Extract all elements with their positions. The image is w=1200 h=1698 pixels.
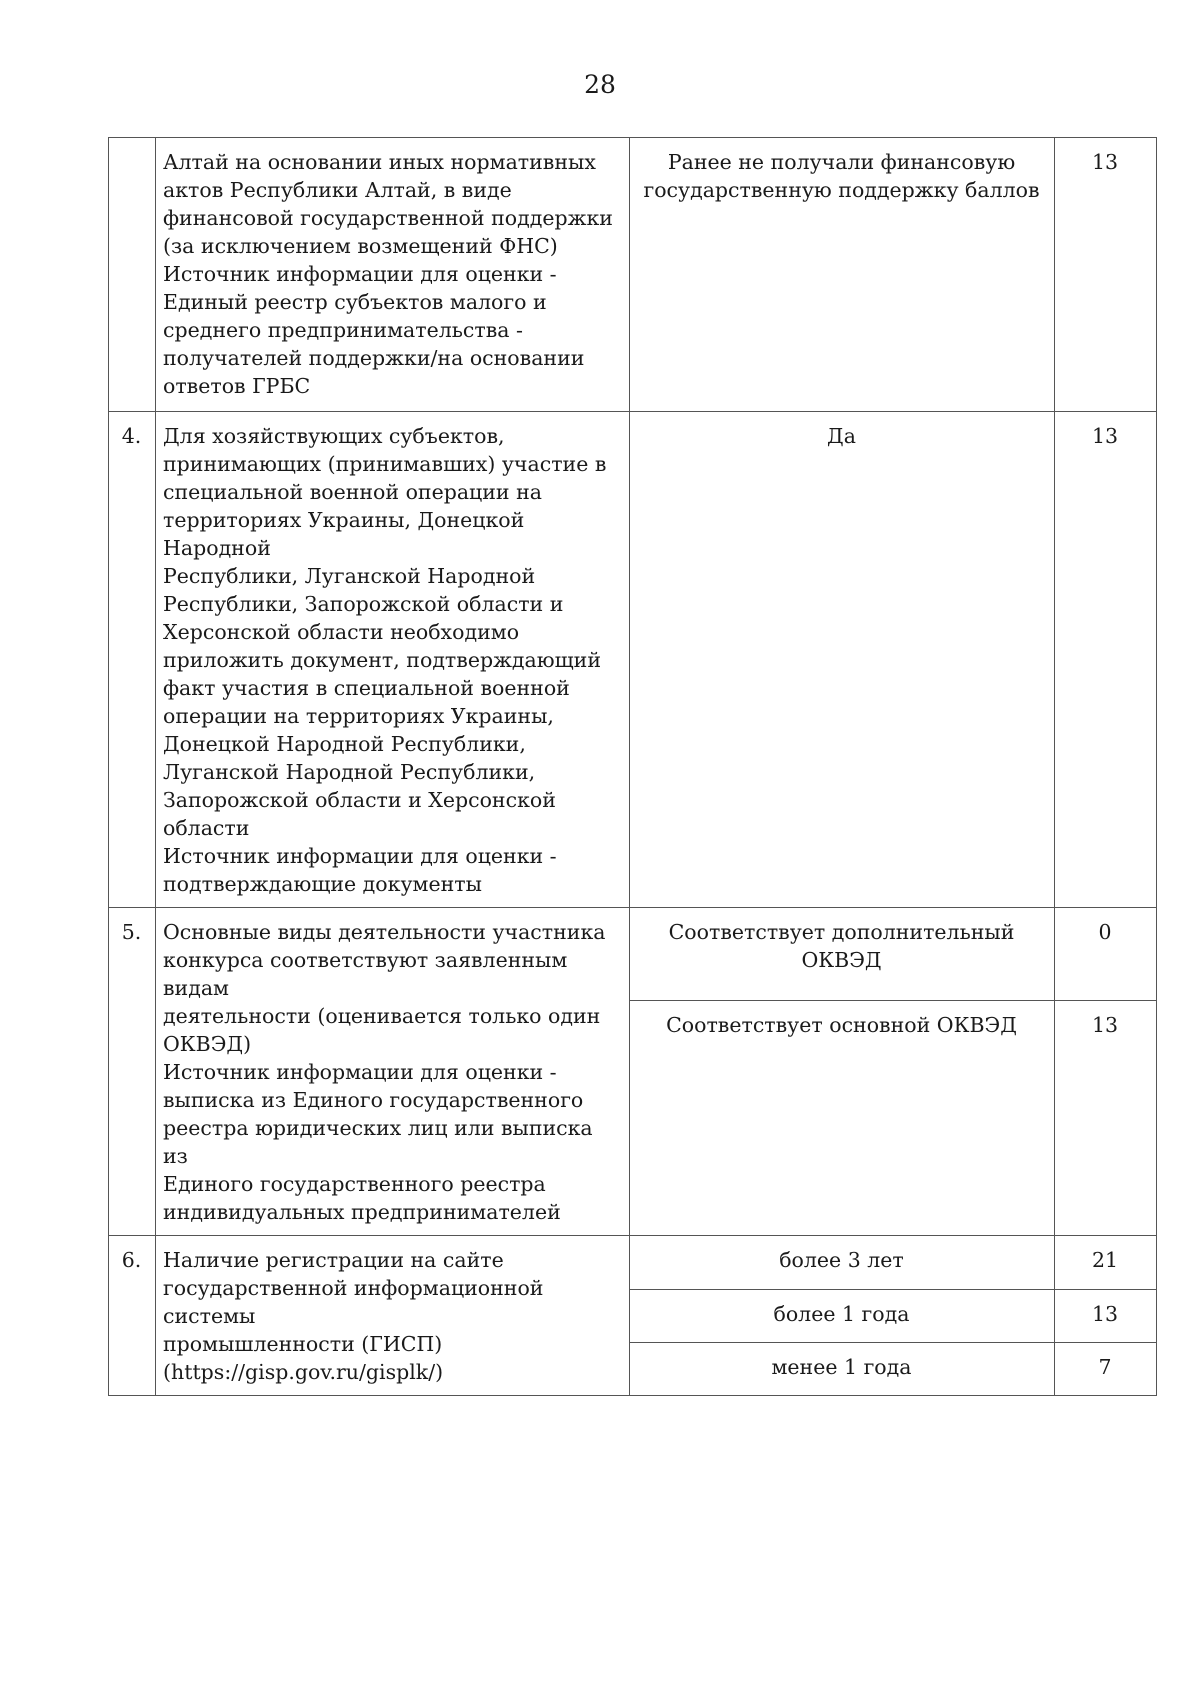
criterion-value: Ранее не получали финансовую государственную поддержку баллов [643,150,1040,202]
row-number-cell: 4. [109,412,156,908]
criterion-description-cell [156,908,630,1236]
criterion-value-cell [630,1001,1055,1236]
criterion-points-cell: 13 [1055,1001,1157,1236]
criterion-points-cell: 21 [1055,1236,1157,1290]
criterion-description-cell [156,1236,630,1396]
table-row [109,412,1157,908]
criterion-value-cell [630,138,1055,412]
table-row [109,908,1157,1001]
criterion-value: Да [827,424,856,448]
criterion-value-cell [630,1343,1055,1396]
criteria-table [108,137,1157,1396]
criterion-value-cell [630,1289,1055,1343]
criterion-description-cell [156,138,630,412]
criterion-points-cell: 13 [1055,138,1157,412]
criterion-description: Для хозяйствующих субъектов, принимающих (принимавших) участие в специальной военной операции на территориях Украины, Донецкой Народной Республики, Луганской Народной Республики, Запорожской области и Херсонской области необходимо приложить документ, подтверждающий факт участия в специальной военной операции на территориях Украины, Донецкой Народной Республики, Луганской Народной Республики, Запорожской области и Херсонской области Источник информации для оценки - подтверждающие документы [163,424,607,896]
criterion-value: более 3 лет [779,1248,904,1272]
criterion-description: Основные виды деятельности участника конкурса соответствуют заявленным видам деятельности (оценивается только один ОКВЭД) Источник информации для оценки - выписка из Единого государственного реестра юридических лиц или выписка из Единого государственного реестра индивидуальных предпринимателей [163,920,606,1224]
criterion-points-cell: 13 [1055,412,1157,908]
criterion-value: Соответствует дополнительный ОКВЭД [668,920,1015,972]
criterion-points-cell: 13 [1055,1289,1157,1343]
criterion-value: менее 1 года [771,1355,912,1380]
criterion-value-cell [630,412,1055,908]
criterion-value-cell [630,1236,1055,1290]
criterion-description: Наличие регистрации на сайте государственной информационной системы промышленности (ГИСП) (https://gisp.gov.ru/gisplk/) [163,1248,544,1384]
criterion-value-cell [630,908,1055,1001]
criterion-points-cell: 7 [1055,1343,1157,1396]
row-number-cell: 5. [109,908,156,1236]
criterion-value: Соответствует основной ОКВЭД [666,1013,1017,1038]
criterion-value: более 1 года [773,1301,910,1326]
row-number-cell: 6. [109,1236,156,1396]
criterion-description-cell [156,412,630,908]
page-number: 28 [584,70,616,99]
table-row [109,1236,1157,1290]
row-number-cell [109,138,156,412]
criterion-description: Алтай на основании иных нормативных актов Республики Алтай, в виде финансовой государственной поддержки (за исключением возмещений ФНС) Источник информации для оценки - Единый реестр субъектов малого и среднего предпринимательства - получателей поддержки/на основании ответов ГРБС [163,150,613,398]
table-row [109,138,1157,412]
criterion-points-cell: 0 [1055,908,1157,1001]
